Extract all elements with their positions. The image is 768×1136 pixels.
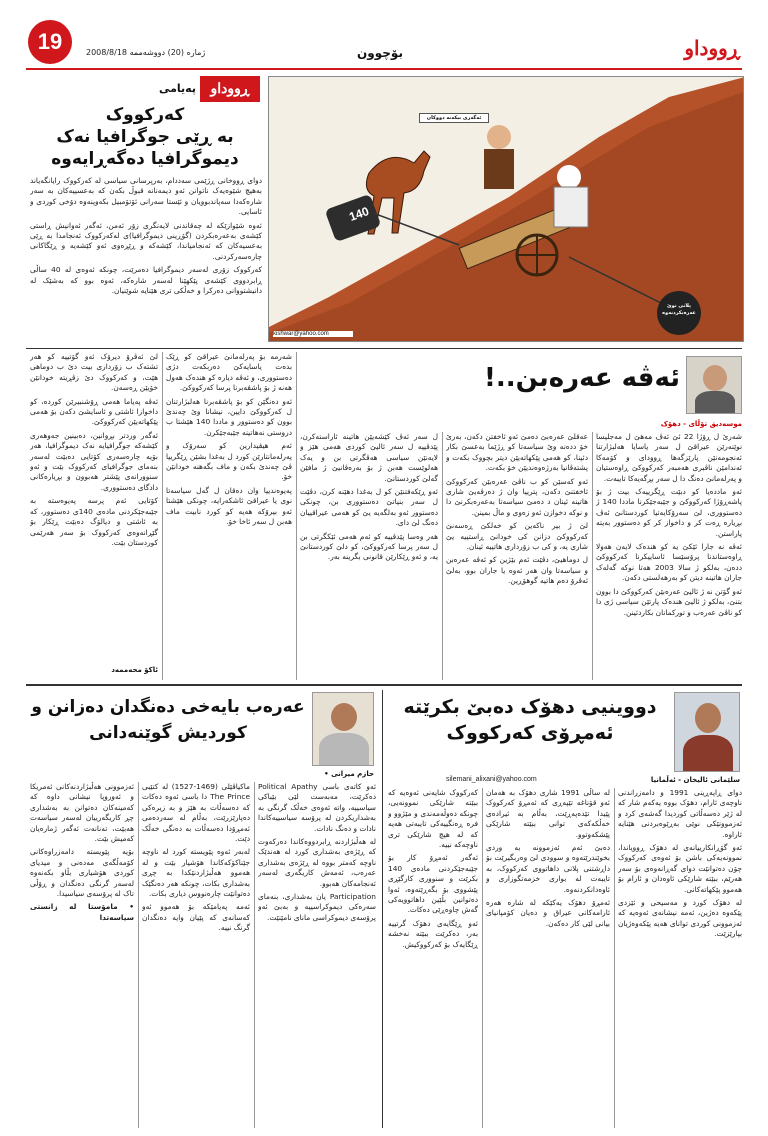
bottom-left-paragraph: Participation یان بەشداری، بنەمای سەرەکی دیموکراسییە و بەبێ ئەو پرۆسەی دیموکراسی مانای نامێنێت. <box>258 892 376 922</box>
column-paragraph: کۆتایی ئەم پرسە پەیوەستە بە جێبەجێکردنی مادەی 140ی دەستوور، کە بە ئاشتی و دیالۆگ دەبێت ڕێکار بۆ گێڕانەوەی کەرکووک بۆ سەر هەرێمی کوردستان بێت. <box>30 496 158 547</box>
page-number-badge <box>28 20 72 64</box>
bottom-right-paragraph: ئەو ڕێگایەی دھۆک گرتییە بەر، دەکرێت ببێتە نەخشە ڕێگایەک بۆ کەرکووکیش. <box>388 918 478 949</box>
bottom-right-paragraph: کەرکووک شایەنی ئەوەیە کە ببێتە شارێکی نموونەیی، چونکە دەوڵەمەندی و مێژوو و فرە ڕەنگییەکی تایبەتی ھەیە کە لە ھیچ شارێکی تری ناوچەکە نییە. <box>388 788 478 850</box>
cartoon-email: kishwar@yahoo.com <box>273 331 353 337</box>
middle-paragraph: شەرێ ل ڕۆژا 22 ئێ ئەڤ مەھێ ل مەجلیسا نوێنەرێن عیراقێ ل سەر یاسایا ھەلبژارتنا ئەنجومەنێن پارێزگەھا ڕوودای و کۆمەکا ئەندامێن ناڤبری ھەمبەر کەرکووکێ ڕاوەستیان و پەرلەمانێ دەنگ دا ل سەر بڕگەیەکا تایبەت. <box>596 432 742 483</box>
middle-paragraph: لێ ئەڤرۆ دیرۆک ئەو گۆتییە کو ھەر تشتەک ب زۆرداری بیت دێ ب دوماھی ھێت، و کەرکووک دێ زڤڕیتە خودانێن خۆیێن ڕەسەن. <box>30 352 158 393</box>
bottom-right-paragraph: ئەمڕۆ دھۆک یەکێکە لە شارە ھەرە ئارامەکانی عیراق و دەیان کۆمپانیای بیانی لێی کار دەکەن. <box>486 898 610 928</box>
column-badge-prefix: پەیامی <box>158 82 196 95</box>
header-bar <box>0 18 768 70</box>
column-body <box>30 176 262 344</box>
bottom-left-paragraph: ئەو کاتەی باسی Political Apathy دەکرێت، مەبەست لێی بێباکی سیاسییە، واتە ئەوەی خەڵک گرنگی بە بەشداریکردن لە پرۆسە سیاسییەکاندا نادات و دەنگ نادات. <box>258 782 376 833</box>
column-badge <box>200 76 260 102</box>
column-headline <box>30 104 260 170</box>
bottom-left-headline-line-1: عەرەب بایەخی دەنگدان دەزانن و <box>31 697 305 717</box>
bottom-right-paragraph: دەبێ ئەم ئەزموونە بە وردی بخوێندرێتەوە و سوودی لێ وەربگیرێت بۆ داڕشتنی پلانی داھاتووی کەرکووک، بە تایبەت لە بواری خزمەتگوزاری و ئاوەدانکردنەوە. <box>486 843 610 894</box>
middle-byline: موسەدیق تۆڵای - دھۆک <box>660 420 742 428</box>
author-photo-mirani <box>312 692 374 766</box>
bottom-right-column-3 <box>388 788 478 1128</box>
header-rule <box>26 68 742 70</box>
middle-paragraph: عەقلێ عەرەبێ دەمێ ئەو ئاخفتن دکەن، بەرێ خۆ ددەنە وێ سیاسەتا کو ڕژێما بەعسێ بکار دئینا، کو ھەمی پێکھاتەیێن دیتر بچووک بکەت و پشتەڤانیا بەرژەوەندیێن خۆ بکەت. <box>446 432 588 473</box>
bottom-left-paragraph: ئەزموونی ھەڵبژاردنەکانی ئەمریکا و ئەوروپا نیشانی داوە کە کەمینەکان دەتوانن بە بەشداری چڕ کاریگەرییان لەسەر سیاسەت ھەبێت، تەنانەت ئەگەر ژمارەیان کەمیش بێت. <box>30 782 134 844</box>
bottom-left-column-2 <box>142 782 250 1128</box>
issue-info: ژمارە (20) دووشەممە 2008/8/18 <box>86 48 206 57</box>
middle-paragraph: لێ ژ بیر ناکەین کو خەلکێ ڕەسەنێ کەرکووکێ دزانن کی خودانێ ڕاستییە یێ شاری یە، و کی ب زۆرداری ھاتییە ئینان. <box>446 521 588 552</box>
middle-column-3 <box>300 432 438 680</box>
author-photo-tolai <box>686 356 742 414</box>
driver-icon <box>484 125 514 189</box>
bottom-right-paragraph: ئەو گۆڕانکارییانەی لە دھۆک ڕوویاندا، نموونەیەکی باشن بۆ ئەوەی کەرکووک چۆن دەتوانێت دوای گەڕانەوەی بۆ سەر ھەرێم، ببێتە شارێکی ئاوەدان و ئارام بۆ ھەموو پێکھاتەکانی. <box>618 843 742 894</box>
bottom-left-byline: حازم میرانی • <box>324 770 374 778</box>
bottom-right-column-2 <box>486 788 610 1128</box>
middle-paragraph: ئەو ڕێکەفتنێن کو ل بەغدا دھێنە کرن، دڤێت ل سەر بنیاتێ دەستووری بن، چونکی دەستوور ئەو بەلگەیە یێ کو ھەمی عیراقییان دەنگ لێ دای. <box>300 487 438 528</box>
column-headline-line-3: دیموگرافیا دەگەڕایەوە <box>51 149 239 169</box>
middle-paragraph: ھەر وەسا پێدڤییە کو ئەم ھەمی ئێکگرتی بن ل سەر پرسا کەرکووکێ، کو دلێ کوردستانێ یە، و ئەو ڕێکارێن قانونی بگرینە بەر. <box>300 531 438 562</box>
bottom-left-paragraph: بۆیە پێویستە دامەزراوەکانی کۆمەڵگەی مەدەنی و میدیای کوردی ھۆشیاری بڵاو بکەنەوە لەسەر گرنگی دەنگدان و ڕۆڵی تاک لە پرۆسەی سیاسیدا. <box>30 847 134 899</box>
middle-column-1 <box>596 432 742 680</box>
middle-paragraph: ئەو ماددەیا کو دبێت ڕێگرییەک بیت ژ بۆ پاشەڕۆژا کەرکووکێ و جێبەجێکرنا ماددا 140 ژ دەستووری، لێ سەرۆکایەتیا کوردستانێ ئەڤ بڕیارە ڕەت کر و داخواز کر کو دەستوور بەیتە پاراستن. <box>596 487 742 538</box>
middle-column-2 <box>446 432 588 680</box>
column-headline-line-1: کەرکووک <box>105 105 185 125</box>
section-title: بۆچوون <box>357 46 403 60</box>
column-paragraph: ئەگەر وردتر بڕوانین، دەبینین جەوهەری کێشەکە جوگرافیایە نەک دیموگرافیا، هەر بۆیە چارەسەری کۆتایی دەبێت لەسەر بنەمای جوگرافیای کەرکووک بێت و ئەو سنوورانەی پێشتر هەبوون و بڕیارەکانی دادگای دەستووری. <box>30 430 158 492</box>
cartoon-sign: ئەگەری بیکەنە دووکان <box>419 113 489 123</box>
column-paragraph: کەرکووک زۆری لەسەر دیموگرافیا دەمرێت، چونکە ئەوەی لە 40 ساڵی ڕابردووی کێشەی پێکهێنا لەسەر شارەکە، ئەوە بوو کە بەشێک لە دانیشتووانی دەرکرا و خەڵکی تری هێنایە شوێنیان. <box>30 265 262 296</box>
middle-paragraph: ئەم ھیڤیدارین کو سەرۆک و پەرلەمانتارێن کورد ل بەغدا بشێن ڕێگرییا ڤێ چەندێ بکەن و ماف بگەھنە خودانێن خۆ. <box>166 441 292 482</box>
middle-paragraph: شەرمە بۆ پەرلەمانێ عیراقێ کو ڕێک بدەت یاسایەکێ دەربکەت دژی دەستووری، و ئەڤە دیارە کو ھندەک ھەول ھەنە ژ بۆ پاشڤەبرنا پرسا کەرکووکێ. <box>166 352 292 393</box>
middle-paragraph: ئەڤە پەیاما ھەمی ڕۆشنبیرێن کوردە، کو داخوازا ئاشتی و ئاسایشێ دکەن بۆ ھەمی پێکھاتەیێن کەرکووکێ. <box>30 396 158 427</box>
bottom-left-paragraph: لە ھەڵبژاردنە ڕابردووەکاندا دەرکەوت کە ڕێژەی بەشداری کورد لە ھەندێک ناوچە کەمتر بووە لە ڕێژەی بەشداری عەرەب، ئەمەش کاریگەری لەسەر ئەنجامەکان ھەبوو. <box>258 837 376 888</box>
divider <box>26 348 742 349</box>
column-paragraph: دوای ڕووخانی ڕژێمی سەددام، بەرپرسانی سیاسی لە کەرکووک رایانگەیاند بەهیچ شێوەیەک ناتوانن ئەو دیمەنانە قبوڵ بکەن کە بەعسییەکان بە سەر شارەکەدا سەپاندبوویان و ئێستا سەرانی ئۆتۆمبیل بکەوینەوە دۆخی کوردی و ئاسایی. <box>30 176 262 217</box>
bottom-right-email[interactable]: silemani_alixani@yahoo.com <box>446 776 537 783</box>
bottom-left-note: • مامۆستا لە زانستی سیاسەتدا <box>30 902 134 922</box>
barrel-label: 140 <box>347 203 371 225</box>
bottom-right-column-1 <box>618 788 742 1128</box>
bottom-left-column-1 <box>258 782 376 1128</box>
bottom-left-column-3 <box>30 782 134 1128</box>
bottom-right-paragraph: لە دھۆک کورد و مەسیحی و ئێزدی پێکەوە دەژین، ئەمە نیشانەی ئەوەیە کە ئەزموونی کوردی توانای ھەیە پێکەوەژیان بپارێزێت. <box>618 898 742 939</box>
bottom-right-paragraph: دوای ڕاپەڕینی 1991 و دامەزراندنی ناوچەی ئارام، دھۆک بووە یەکەم شار کە لە ژێر دەسەڵاتی کوردیدا گەشەی کرد و ئەزموونێکی نوێی بەڕێوەبردنی ھێنایە ئاراوە. <box>618 788 742 839</box>
middle-paragraph: ل دوماھیێ، دڤێت ئەم بێژین کو ئەڤە عەرەبن و سیاسەتا وان ھەر ئەوە یا جاران بوو، بەلێ ئەڤرۆ دەم ھاتیە گوھۆڕین. <box>446 555 588 586</box>
column-headline-line-2: بە ڕێی جوگرافیا نەک <box>56 127 234 147</box>
bottom-left-headline-line-2: کوردیش گوێنەدانی <box>89 723 247 743</box>
bottom-left-paragraph: لەبەر ئەوە پێویستە کورد لە ناوچە جێناکۆکەکاندا ھۆشیار بێت و لە ھەموو ھەڵبژاردنێکدا بە چڕی بەشداری بکات، چونکە ھەر دەنگێک دەتوانێت چارەنووس دیاری بکات. <box>142 847 250 899</box>
article-separator <box>382 690 383 1128</box>
column-paragraph: ئەوە شێوازێکە لە چەقاندنی لایەنگری زۆر ئەمن، ئەگەر ئەوانیش ڕاستی کێشەی بەعەرەبکردن (گۆڕینی دیموگرافیا)ی لەکەرکووک ئەنجامدا بە ڕێی بەعسیەکان کە ئەنجامیاندا، کێشەکە و ڕێڕەوی ئەو کێشەیە و ڕێگاکانی چارەسەرکردنی. <box>30 220 262 261</box>
bottom-left-paragraph: ماکیاڤێلی (1469-1527) لە کتێبی The Prince دا باسی ئەوە دەکات کە دەسەڵات بە ھێز و بە زیرەکی دەپارێزرێت، بەڵام لە سەردەمی ئەمڕۆدا دەسەڵات بە دەنگی خەڵک دێت. <box>142 782 250 844</box>
middle-column-5 <box>166 352 292 680</box>
middle-paragraph: ئەو دەنگێن کو بۆ پاشڤەبرنا ھەلبژارتنان ل کەرکووکێ دایین، نیشانا وێ چەندێ بوون کو دەستوور و ماددا 140 ھێشتا ب دروستی نەھاتینە جێبەجێکرن. <box>166 396 292 437</box>
bottom-left-paragraph: ئەمە پەیامێکە بۆ ھەموو ئەو کەسانەی کە پێیان وایە دەنگدان گرنگ نییە. <box>142 902 250 933</box>
page-number: 19 <box>37 29 63 54</box>
bottom-right-headline-line-2: ئەمڕۆی کەرکووک <box>446 722 614 744</box>
bottom-right-byline: سلێمانی ئالیخان - ئەڵمانیا <box>650 776 740 784</box>
middle-paragraph: ئەڤە نە جارا ئێکێ یە کو ھندەک لایەن ھەولا ڕاوەستاندنا پرۆسێسا ئاساییکرنا کەرکووکێ ددەن، بەلکو ژ سالا 2003 ھەتا نوکە گەلەک جاران ھاتینە دیتن کو بەرھەلستی دکەن. <box>596 542 742 583</box>
bottom-right-headline-line-1: دووینیی دھۆک دەبێ بکرێتە <box>403 696 657 718</box>
bottom-right-paragraph: ئەگەر ئەمڕۆ کار بۆ جێبەجێکردنی مادەی 140 بکرێت و سنووری کارگێڕی پێشووی بۆ بگەڕێتەوە، ئەوا دەتوانین بڵێین داھاتوویەکی گەش چاوەڕێی دەکات. <box>388 853 478 915</box>
column-badge-logo: ڕووداو <box>210 81 250 97</box>
cartoon <box>268 76 744 342</box>
middle-paragraph: پەیوەندییا وان دەقان ل گەل سیاسەتا نوی یا عیراقێ ئاشکەرایە، چونکی ھێشتا ئەو بیرۆکە ھەیە کو کورد نابیت ماف ھەبن ل سەر ئاخا خۆ. <box>166 485 292 527</box>
cartoon-caption: پلانی نوێ عەرەبکردنەوە <box>662 303 696 316</box>
bottom-right-headline <box>390 694 670 746</box>
middle-paragraph: ئەو کەسێن کو ب ناڤێ عەرەبێن کەرکووکێ ئاخفتنێ دکەن، پترییا وان ژ دەرڤەیێ شاری ھاتینە ئینان د دەمێ سیاسەتا بەعەرەبکرنێ دا و نوکە دخوازن ئەو زەوی و ماڵ بمینن. <box>446 476 588 517</box>
middle-paragraph: ل سەر ئەڤ کێشەیێن ھاتینە ئاراستەکرن، پێدڤییە ل سەر ئالیێ کوردی ھەمی ھێز و لایەنێن سیاسی ھەڤگرتی بن و یەک ھەلوێست ھەبن ژ بۆ بەرەڤانیێ ژ مافێن گەلێ کوردستانێ. <box>300 432 438 483</box>
column-author: ئاکۆ محەممەد <box>111 666 158 674</box>
divider <box>26 684 742 686</box>
middle-headline: ئەڤە عەرەبن..! <box>484 363 680 393</box>
bottom-right-paragraph: لە ساڵی 1991 شاری دھۆک بە ھەمان ئەو قۆناغە تێپەڕی کە ئەمڕۆ کەرکووک پێیدا تێدەپەڕێت، بەڵام بە ئیرادەی خەڵکەکەی توانی ببێتە شارێکی پێشکەوتوو. <box>486 788 610 839</box>
middle-paragraph: ئەو گۆتن نە ژ ئالیێ عەرەبێن کەرکووکێ دا بوون بتنێ، بەلکو ژ ئالیێ ھندەک پارتێن سیاسی ژی دا کو ناڤێ عەرەب و تورکمانان بکاردئینن. <box>596 586 742 617</box>
author-photo-alixani <box>674 692 740 772</box>
bottom-left-headline <box>30 694 306 746</box>
newspaper-logo: ڕووداو <box>684 36 740 60</box>
middle-column-6 <box>30 352 158 664</box>
